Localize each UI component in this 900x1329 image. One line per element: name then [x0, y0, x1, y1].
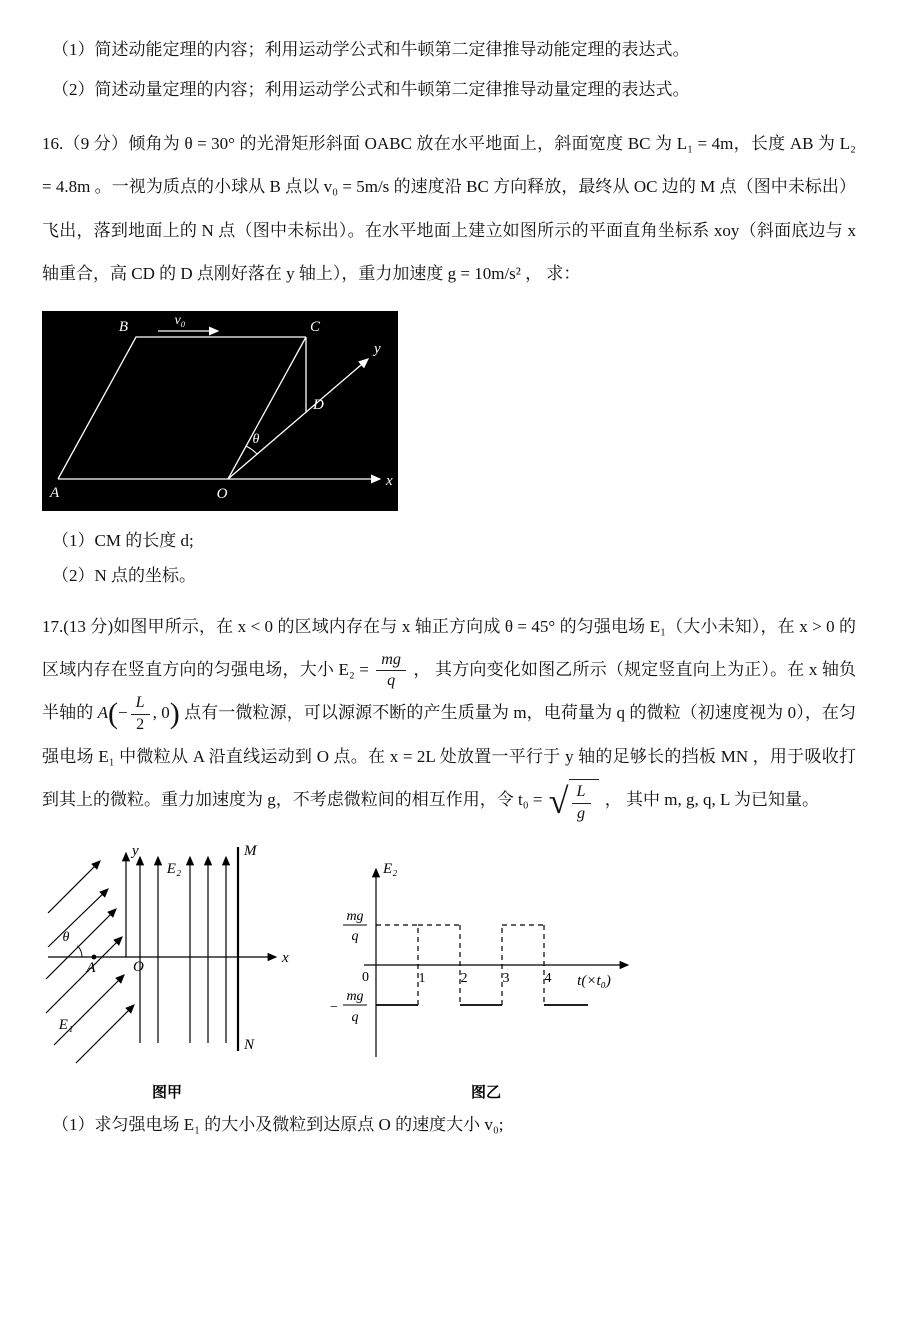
- sqrt-L-over-g: [549, 779, 599, 823]
- open-paren: (: [108, 697, 119, 731]
- label-x: x: [386, 473, 393, 490]
- label-theta: θ: [62, 930, 70, 946]
- label-E2: E₂: [383, 861, 398, 878]
- e2-waveform-plot: [326, 855, 646, 1077]
- point-A-symbol: A: [97, 703, 109, 723]
- fraction-mg-over-q: [376, 651, 406, 691]
- q17-sub1: （1）求匀强电场 E₁ 的大小及微粒到达原点 O 的速度大小 v₀;: [52, 1115, 504, 1135]
- fraction-denominator: g: [576, 804, 586, 822]
- label-N: N: [244, 1037, 255, 1054]
- label-theta: θ: [252, 432, 260, 448]
- label-y: y: [132, 843, 139, 860]
- pos-level-numerator: mg: [346, 909, 364, 925]
- label-E2: E₂: [166, 861, 182, 878]
- q17-text-4: ， 其中 m, g, q, L 为已知量。: [604, 789, 819, 809]
- figure-jia-caption: 图甲: [151, 1084, 182, 1102]
- label-E1: E₁: [58, 1017, 74, 1034]
- label-O: O: [133, 959, 144, 976]
- q16-figure: [42, 311, 856, 516]
- axes: [364, 869, 628, 1057]
- q16-sub2: （2）N 点的坐标。: [52, 566, 197, 586]
- neg-level-numerator: mg: [346, 989, 364, 1005]
- label-C: C: [310, 319, 321, 336]
- q16-sub1: （1）CM 的长度 d;: [52, 531, 194, 551]
- label-A: A: [50, 485, 60, 502]
- q15-sub2: （2）简述动量定理的内容；利用运动学公式和牛顿第二定律推导动量定理的表达式。: [52, 79, 690, 99]
- figure-yi-caption: 图乙: [470, 1084, 501, 1102]
- figure-yi: [326, 855, 646, 1102]
- q15-sub1: （1）简述动能定理的内容；利用运动学公式和牛顿第二定律推导动能定理的表达式。: [52, 40, 690, 59]
- tick-1: 1: [418, 971, 426, 987]
- q17-text-1: 17.(13 分)如图甲所示，在 x < 0 的区域内存在与 x 轴正方向成 θ = 45° 的匀强电场 E₁（大小未知），在 x > 0 的区域内存在竖直方向的匀强电场，大小 E₂ =: [42, 616, 856, 679]
- fraction-denominator: 2: [136, 715, 145, 733]
- particle-source-dot: [92, 955, 97, 960]
- label-B: B: [118, 319, 128, 336]
- q17-statement: [42, 605, 856, 824]
- incline-diagram: [42, 311, 398, 511]
- minus-sign: −: [118, 703, 128, 723]
- axes: [48, 853, 276, 957]
- field-arrows-e2: [140, 857, 226, 1043]
- q17-text-2: ， 其方向变化如图乙所示（规定竖直向上为正）。在 x 轴负半轴的: [42, 659, 857, 723]
- coordinate-tail: , 0: [152, 703, 170, 723]
- label-x: x: [282, 950, 289, 967]
- label-O: O: [216, 486, 228, 503]
- radical-sign: √: [548, 780, 569, 821]
- fraction-numerator: mg: [376, 651, 406, 672]
- tick-2: 2: [460, 971, 468, 987]
- label-v0: v₀: [174, 313, 186, 329]
- fraction-denominator: q: [387, 672, 396, 690]
- point-A-expression: [97, 694, 184, 733]
- label-D: D: [313, 397, 324, 414]
- fraction-numerator: L: [572, 783, 591, 804]
- fraction-L-over-g: [572, 783, 591, 823]
- q17-figures: [42, 839, 856, 1102]
- origin-zero: 0: [362, 970, 369, 986]
- neg-level-minus: −: [330, 1000, 338, 1016]
- pos-level-denominator: q: [351, 929, 359, 945]
- label-y: y: [374, 341, 381, 358]
- close-paren: ): [169, 697, 180, 731]
- tick-3: 3: [502, 971, 510, 987]
- t-axis-label: t(×t₀): [577, 973, 611, 990]
- tick-4: 4: [544, 971, 552, 987]
- fraction-numerator: L: [131, 694, 150, 715]
- label-M: M: [244, 843, 257, 860]
- q16-statement: 16.（9 分）倾角为 θ = 30° 的光滑矩形斜面 OABC 放在水平地面上，斜面宽度 BC 为 L₁ = 4m，长度 AB 为 L₂ = 4.8m 。一视为质点的小球从 B 点以 v₀ = 5m/s 的速度沿 BC 方向释放，最终从 OC 边的 M 点（图中未标出）飞出，落到地面上的 N 点（图中未标出）。在水平地面上建立如图所示的平面直角坐标系 xoy（斜面底边与 x 轴重合，高 CD 的 D 点刚好落在 y 轴上），重力加速度 g = 10m/s² ， 求：: [42, 133, 856, 283]
- figure-jia: [42, 839, 292, 1102]
- label-A: A: [86, 960, 96, 977]
- fraction-L-over-2: [131, 694, 150, 734]
- q17-text-3: 点有一微粒源，可以源源不断的产生质量为 m，电荷量为 q 的微粒（初速度视为 0），在匀强电场 E₁ 中微粒从 A 沿直线运动到 O 点。在 x = 2L 处放置一平行于 y 轴的足够长的挡板 MN ，用于吸收打到其上的微粒。重力加速度为 g，不考虑微粒间的相互作用，令 t₀ =: [42, 703, 857, 809]
- neg-level-denominator: q: [351, 1010, 359, 1026]
- field-region-diagram: [42, 839, 292, 1077]
